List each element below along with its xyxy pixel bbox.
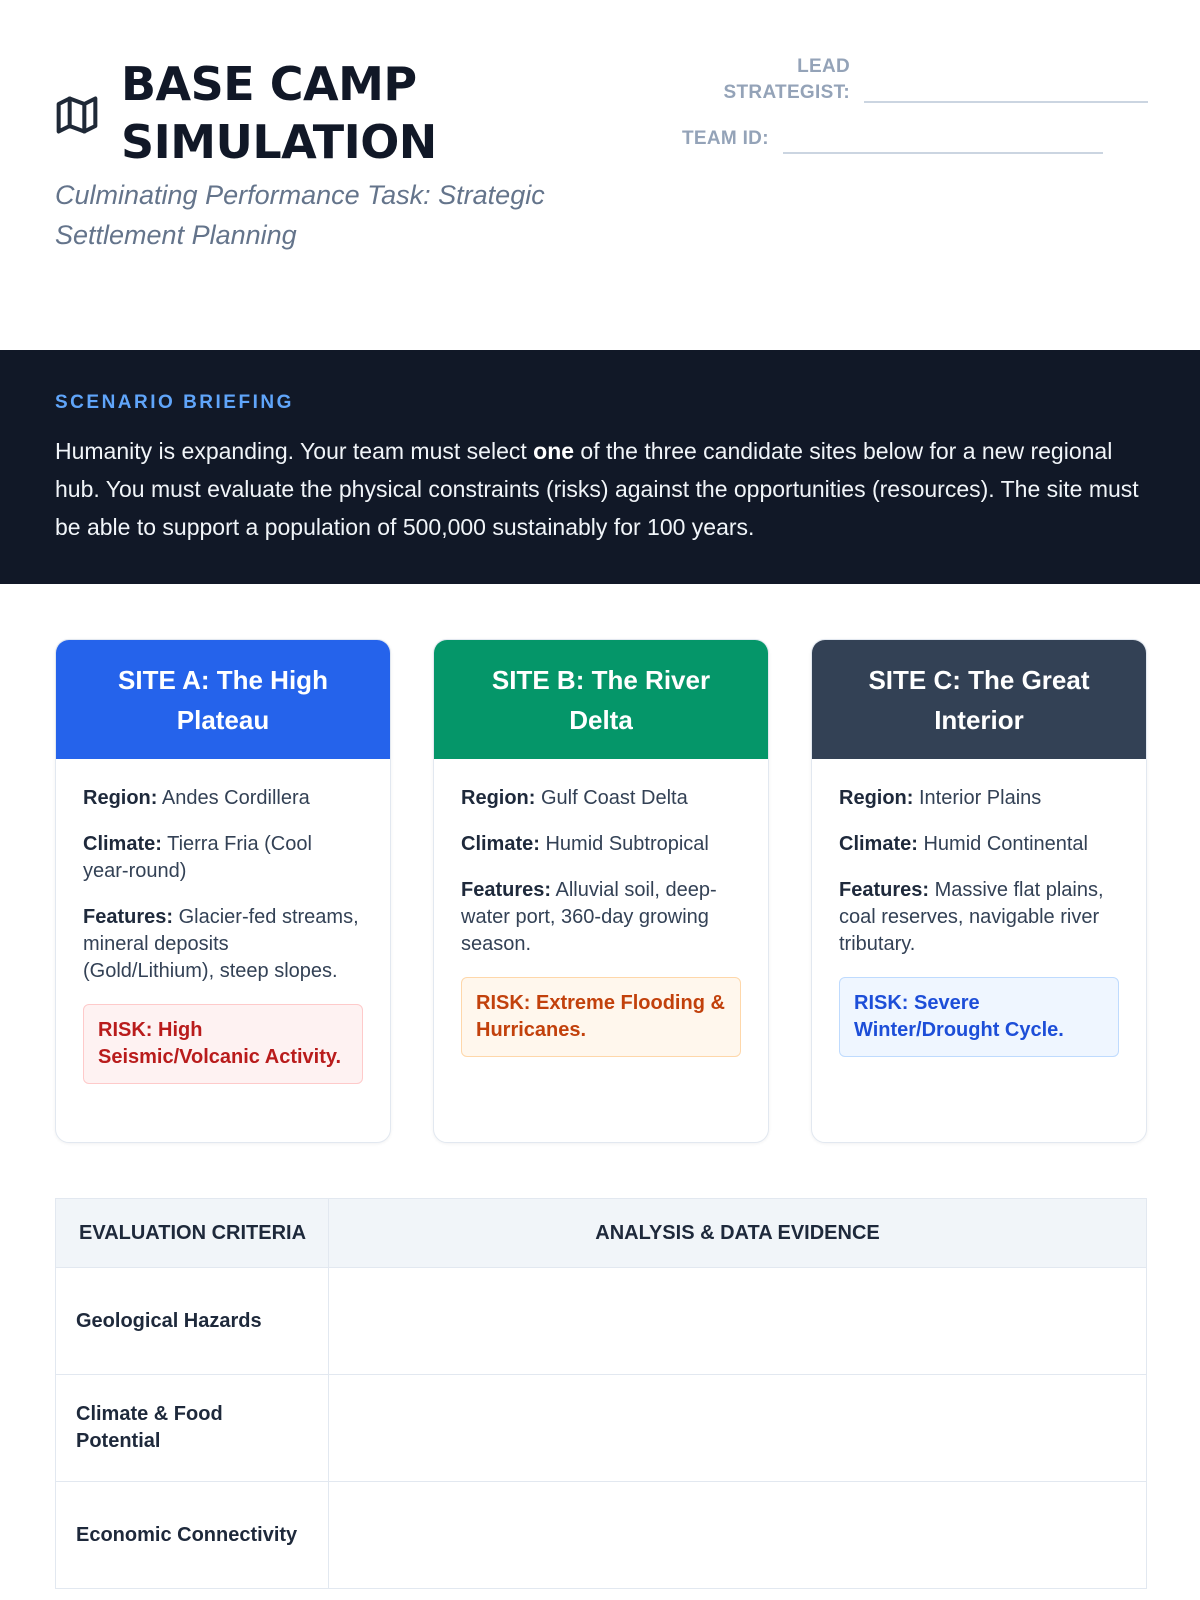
header-evaluation-criteria: EVALUATION CRITERIA bbox=[56, 1199, 329, 1268]
site-card-body bbox=[434, 759, 768, 1057]
team-id-label: TEAM ID: bbox=[682, 128, 769, 149]
site-card-a bbox=[55, 639, 391, 1143]
risk-callout: RISK: Extreme Flooding & Hurricanes. bbox=[461, 977, 741, 1057]
briefing-label: SCENARIO BRIEFING bbox=[55, 392, 294, 413]
map-icon bbox=[55, 93, 99, 137]
briefing-text bbox=[55, 432, 1145, 546]
region-label: Region: bbox=[83, 787, 158, 809]
page-header bbox=[0, 0, 1200, 350]
table-row bbox=[56, 1375, 1147, 1482]
lead-strategist-input-line[interactable] bbox=[864, 101, 1148, 103]
features-value: Massive flat plains, coal reserves, navigable river tributary. bbox=[839, 879, 1104, 955]
features-value: Alluvial soil, deep-water port, 360-day growing season. bbox=[461, 879, 717, 955]
lead-strategist-label: LEAD STRATEGIST: bbox=[723, 56, 850, 103]
page-title: BASE CAMP SIMULATION bbox=[121, 57, 437, 169]
climate-value: Tierra Fria (Cool year-round) bbox=[83, 833, 312, 882]
site-cards bbox=[55, 639, 1147, 1143]
analysis-cell[interactable] bbox=[329, 1375, 1147, 1482]
site-card-title: SITE C: The Great Interior bbox=[812, 640, 1146, 759]
scenario-briefing bbox=[0, 350, 1200, 584]
climate-label: Climate: bbox=[461, 833, 540, 855]
site-climate bbox=[461, 831, 741, 858]
site-card-c bbox=[811, 639, 1147, 1143]
table-row bbox=[56, 1268, 1147, 1375]
site-card-title: SITE B: The River Delta bbox=[434, 640, 768, 759]
criteria-cell: Geological Hazards bbox=[56, 1268, 329, 1375]
table-header-row bbox=[56, 1199, 1147, 1268]
features-value: Glacier-fed streams, mineral deposits (Gold/Lithium), steep slopes. bbox=[83, 906, 359, 982]
analysis-cell[interactable] bbox=[329, 1268, 1147, 1375]
site-region bbox=[83, 785, 363, 812]
site-features bbox=[83, 904, 363, 985]
evaluation-table bbox=[55, 1198, 1147, 1589]
briefing-text-emphasis: one bbox=[533, 438, 575, 464]
title-row bbox=[55, 55, 561, 171]
climate-label: Climate: bbox=[839, 833, 918, 855]
site-card-body bbox=[56, 759, 390, 1084]
briefing-text-end: of the three candidate sites below for a new regional hub. You must evaluate the physical constraints (risks) against the opportunities (resources). The site must be able to support a population of 500,000 sustainably for 100 years. bbox=[55, 438, 1139, 540]
header-analysis-evidence: ANALYSIS & DATA EVIDENCE bbox=[329, 1199, 1147, 1268]
team-id-field[interactable] bbox=[682, 126, 1103, 152]
briefing-text-start: Humanity is expanding. Your team must select bbox=[55, 438, 534, 464]
site-climate bbox=[839, 831, 1119, 858]
climate-value: Humid Subtropical bbox=[545, 833, 709, 855]
site-region bbox=[461, 785, 741, 812]
site-card-body bbox=[812, 759, 1146, 1057]
criteria-cell: Climate & Food Potential bbox=[56, 1375, 329, 1482]
climate-value: Humid Continental bbox=[923, 833, 1088, 855]
table-row bbox=[56, 1482, 1147, 1589]
region-value: Andes Cordillera bbox=[161, 787, 310, 809]
team-id-input-line[interactable] bbox=[783, 152, 1103, 154]
site-climate bbox=[83, 831, 363, 885]
site-region bbox=[839, 785, 1119, 812]
risk-callout: RISK: High Seismic/Volcanic Activity. bbox=[83, 1004, 363, 1084]
region-value: Gulf Coast Delta bbox=[541, 787, 688, 809]
lead-strategist-field[interactable] bbox=[700, 54, 1148, 106]
features-label: Features: bbox=[461, 879, 552, 901]
risk-callout: RISK: Severe Winter/Drought Cycle. bbox=[839, 977, 1119, 1057]
region-label: Region: bbox=[461, 787, 536, 809]
analysis-cell[interactable] bbox=[329, 1482, 1147, 1589]
site-card-title: SITE A: The High Plateau bbox=[56, 640, 390, 759]
features-label: Features: bbox=[83, 906, 174, 928]
site-card-b bbox=[433, 639, 769, 1143]
page-subtitle: Culminating Performance Task: Strategic Settlement Planning bbox=[55, 180, 545, 250]
climate-label: Climate: bbox=[83, 833, 162, 855]
region-label: Region: bbox=[839, 787, 914, 809]
criteria-cell: Economic Connectivity bbox=[56, 1482, 329, 1589]
site-features bbox=[839, 877, 1119, 958]
site-features bbox=[461, 877, 741, 958]
features-label: Features: bbox=[839, 879, 930, 901]
region-value: Interior Plains bbox=[919, 787, 1042, 809]
